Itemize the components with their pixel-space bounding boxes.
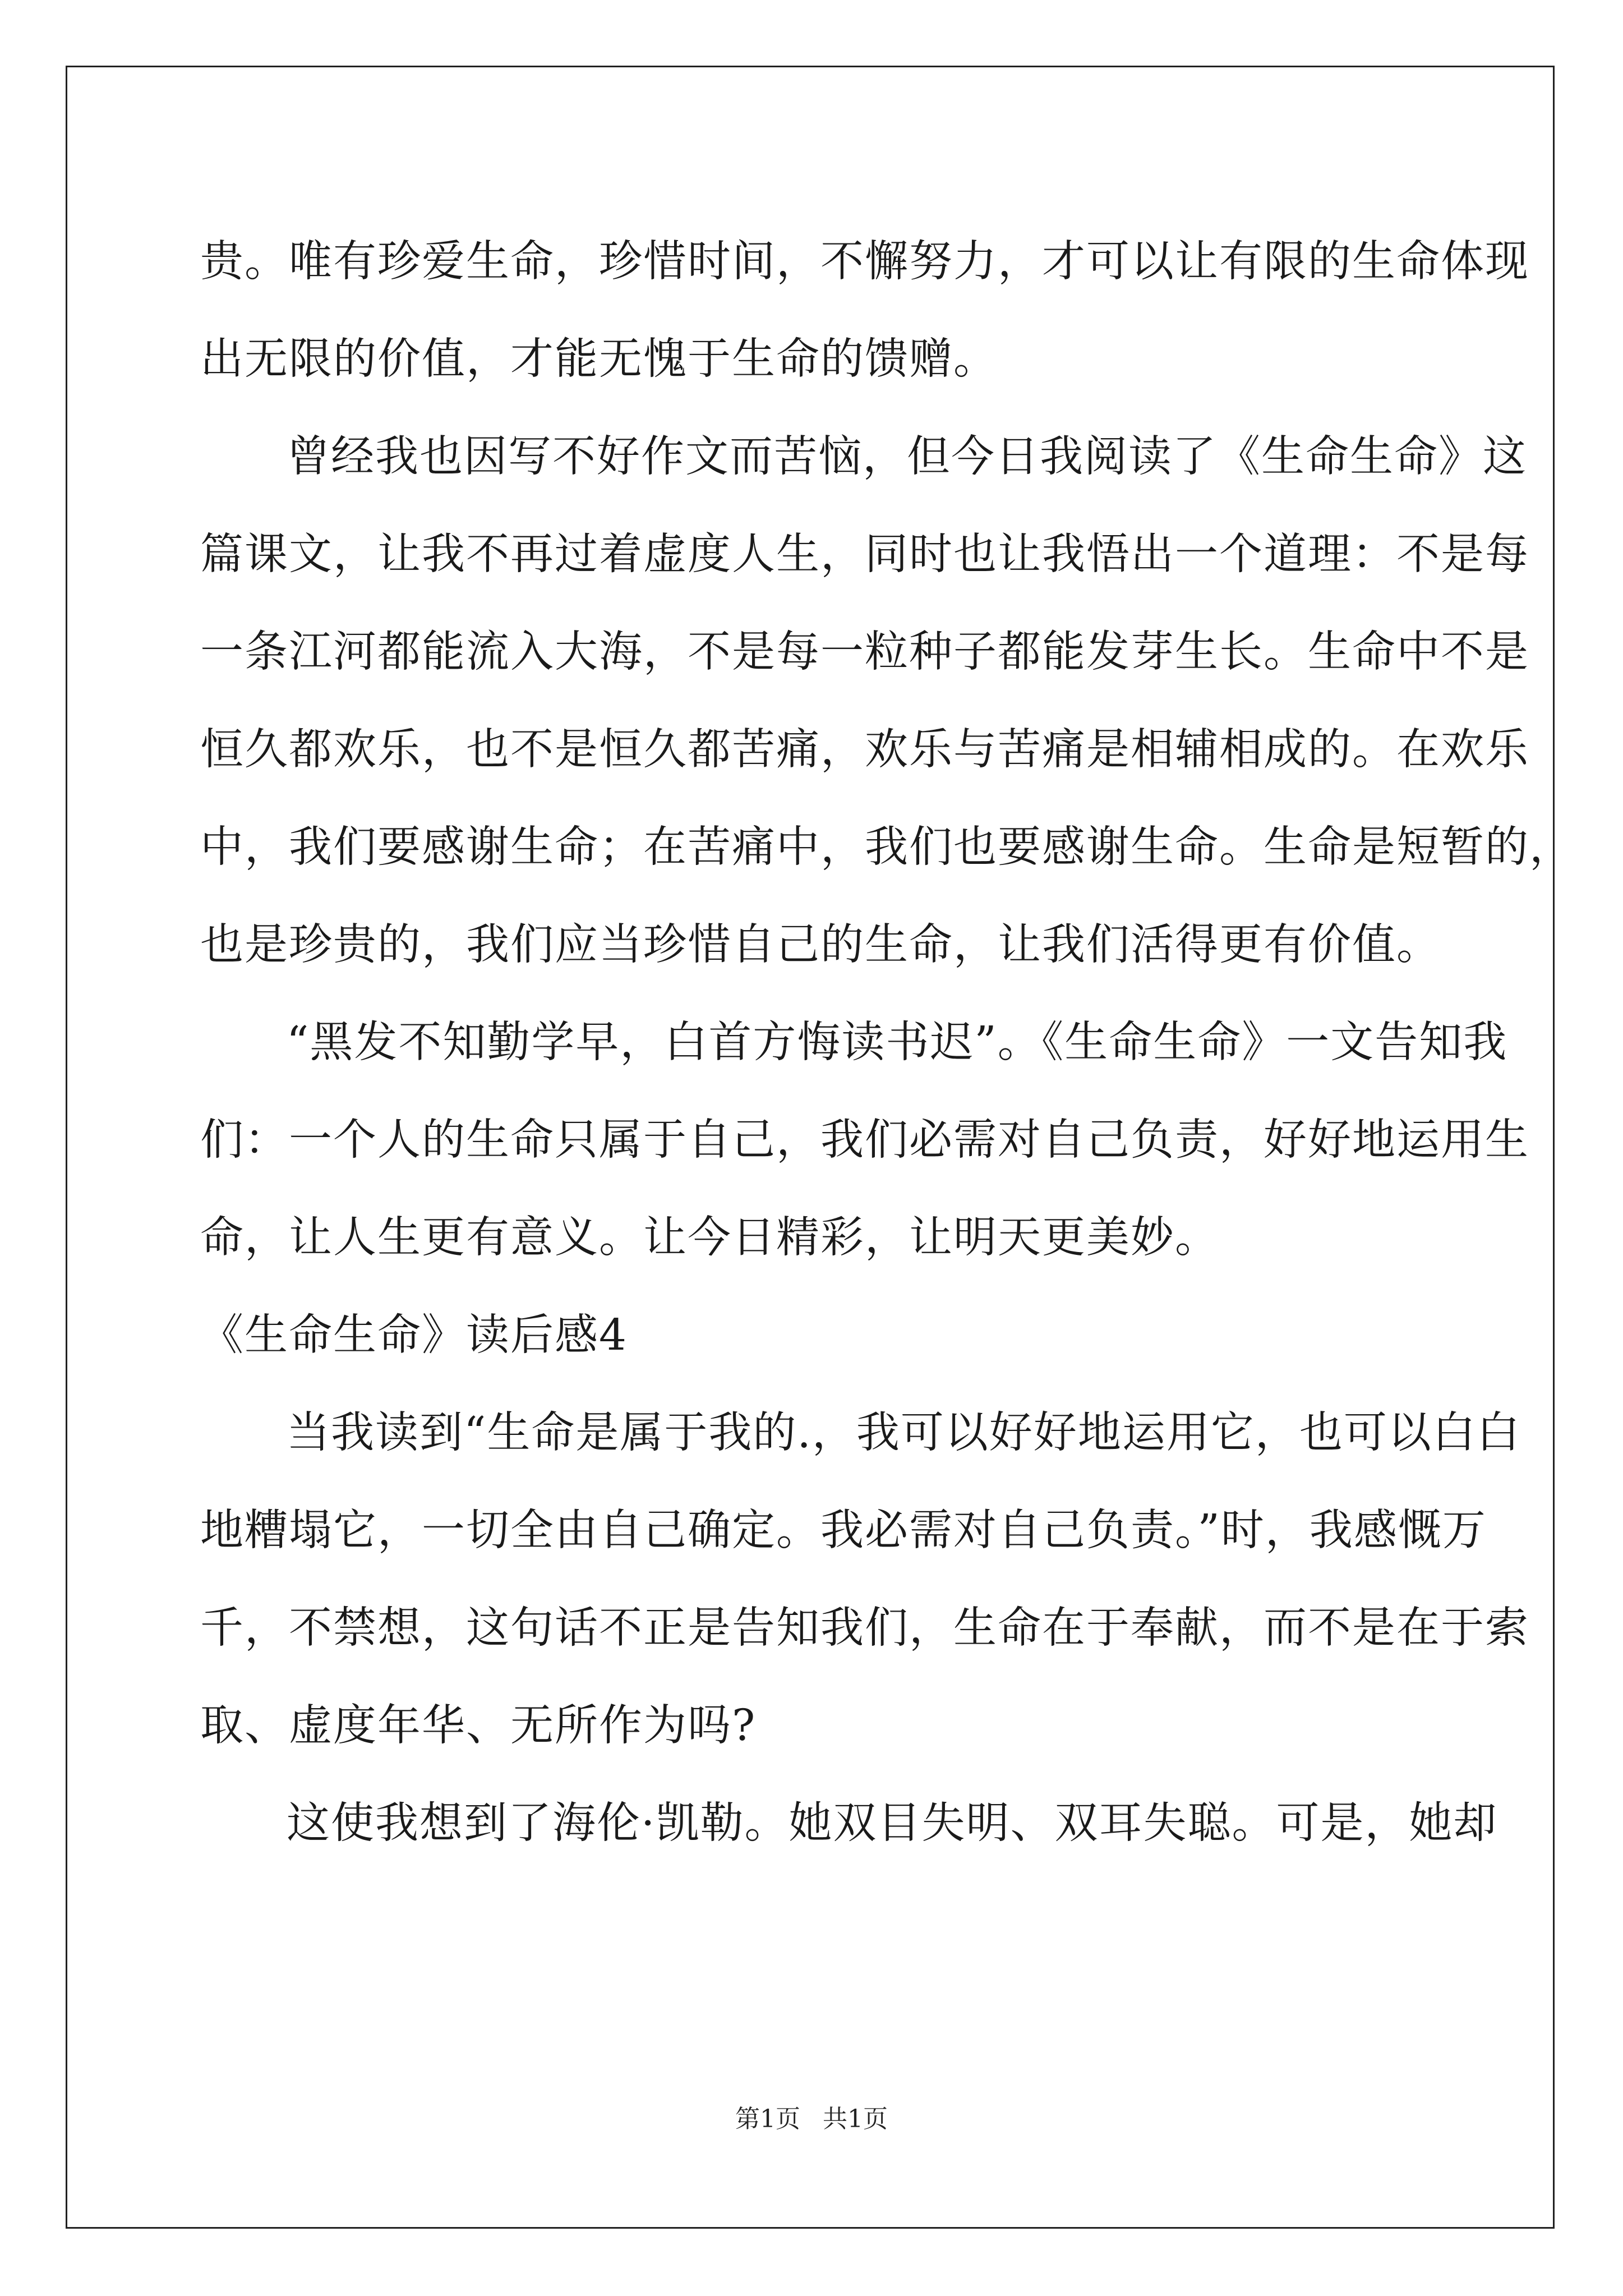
paragraph-3	[200, 994, 1529, 1287]
page-footer	[0, 2102, 1623, 2136]
text-line: 恒久都欢乐，也不是恒久都苦痛，欢乐与苦痛是相辅相成的。在欢乐	[200, 725, 1529, 775]
text-line: 千，不禁想，这句话不正是告知我们，生命在于奉献，而不是在于索	[200, 1603, 1529, 1653]
paragraph-5	[200, 1775, 1498, 1872]
text-line: 贵。唯有珍爱生命，珍惜时间，不懈努力，才可以让有限的生命体现	[200, 237, 1529, 287]
text-line: 出无限的价值，才能无愧于生命的馈赠。	[200, 334, 998, 384]
text-line: 取、虚度年华、无所作为吗?	[200, 1701, 757, 1751]
text-line: “黑发不知勤学早，白首方悔读书迟”。《生命生命》一文告知我	[287, 1018, 1508, 1068]
text-line: 也是珍贵的，我们应当珍惜自己的生命，让我们活得更有价值。	[200, 920, 1441, 970]
text-line: 这使我想到了海伦·凯勒。她双目失明、双耳失聪。可是，她却	[287, 1798, 1498, 1848]
text-line: 们：一个人的生命只属于自己，我们必需对自己负责，好好地运用生	[200, 1115, 1529, 1165]
text-line: 地糟塌它，一切全由自己确定。我必需对自己负责。”时，我感慨万	[200, 1506, 1487, 1556]
text-line: 命，让人生更有意义。让今日精彩，让明天更美妙。	[200, 1213, 1219, 1263]
page-total: 共1页	[823, 2105, 888, 2133]
section-heading: 《生命生命》读后感4	[200, 1310, 628, 1360]
paragraph-2	[200, 408, 1574, 994]
text-line: 当我读到“生命是属于我的.，我可以好好地运用它，也可以白白	[287, 1408, 1521, 1458]
document-body	[200, 213, 1574, 1872]
text-line: 一条江河都能流入大海，不是每一粒种子都能发芽生长。生命中不是	[200, 627, 1529, 677]
text-line: 篇课文，让我不再过着虚度人生，同时也让我悟出一个道理：不是每	[200, 530, 1529, 579]
text-line: 中，我们要感谢生命；在苦痛中，我们也要感谢生命。生命是短暂的，	[200, 822, 1574, 872]
paragraph-4	[200, 1384, 1529, 1775]
text-line: 曾经我也因写不好作文而苦恼，但今日我阅读了《生命生命》这	[287, 432, 1527, 482]
page-number: 第1页	[735, 2105, 800, 2133]
paragraph-1	[200, 213, 1529, 408]
